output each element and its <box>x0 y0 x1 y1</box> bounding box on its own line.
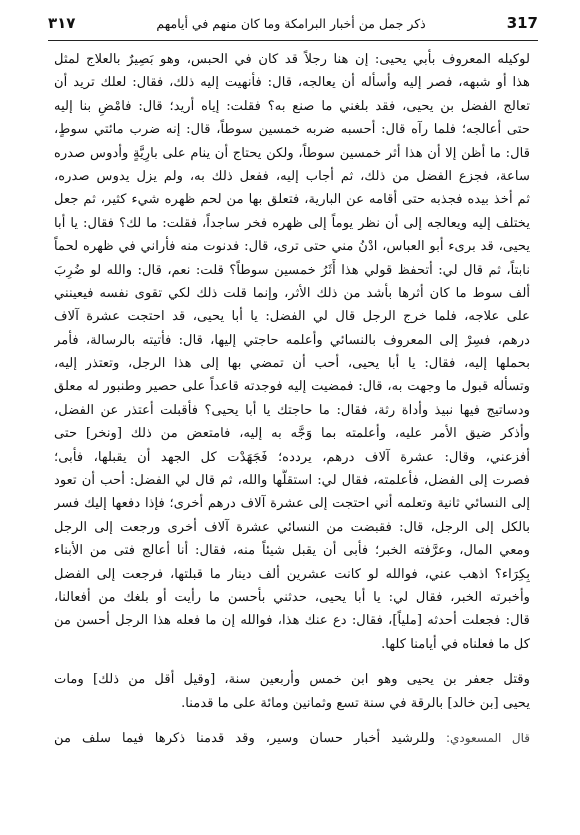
text-line: لوكيله المعروف بأبي يحيى: إن هنا رجلاً قد كان في الحبس، وهو بَصِيرٌ بالعلاج لمثل <box>54 52 530 67</box>
paragraph-gap <box>54 656 530 668</box>
text-line: وأذكر ضيق الأمر عليه، وأعلمته بما وَجَّه به إليه، فامتعض من ذلك [ونخر] حتى <box>54 426 530 442</box>
body-text <box>54 48 530 750</box>
text-line: ثم أخذ بيده فجذبه حتى أقامه عن البارية، فتعلق بها من لحم ظهره شيء كثير، ثم جعل <box>54 192 530 208</box>
text-line: بِكِرَاء؟ اذهب عني، فوالله لو كانت عشرين ألف دينار ما قبلتها، فرجعت إلى الفضل <box>54 566 530 582</box>
text-line: ألف سوط ما كان أثرها بأشد من ذلك الأثر، وإنما قلت ذلك لكي تقوى نفسه فيعينني <box>54 285 530 301</box>
text-line <box>54 727 530 750</box>
text-line: أفزعني، وقال: عشرة آلاف درهم، يردده؛ فَجَهَدْت كل الجهد أن يقبلها، فأبى؛ <box>54 449 530 465</box>
text-line: وأخبرته الخبر، فقال لي: يا أبا يحيى، حدثني بأحسن ما رأيت أو بلغك من أفعالنا، <box>54 589 530 605</box>
text-line: هذا أو شبهه، فصر إليه وأسأله أن يعالجه، قال: فأنهيت إليه ذلك، فقال: لعلك تريد أن <box>54 75 530 91</box>
page-header <box>48 12 538 34</box>
text-line: ودساتيج فيها نبيذ وأداة رثة، فقال: ما حاجتك يا أبا يحيى؟ فأقبلت أعتذر عن الفضل، <box>54 402 530 418</box>
text-line: بالكل إلى الرجل، قال: فقبضت من النسائي عشرة آلاف أخرى ورجعت إلى الرجل <box>54 519 530 535</box>
text-line: يحيى، قد برىء أبو العباس، ادْنُ مني حتى ترى، قال: فدنوت منه فأراني في ظهره لحماً <box>54 239 530 255</box>
text-line: وقتل جعفر بن يحيى وهو ابن خمس وأربعين سنة، [وقيل أقل من ذلك] ومات <box>54 672 530 688</box>
paragraph <box>54 727 530 750</box>
paragraph-gap <box>54 715 530 727</box>
text-line: قال: ما أظن إلا أن هذا أثر خمسين سوطاً، ولكن يحتاج أن ينام على بارِيَّةٍ وأدوس صدره <box>54 145 530 161</box>
header-rule <box>48 40 538 41</box>
text-line: تعالج الفضل بن يحيى، فقد بلغني ما صنع به؟ فقلت: إياه أريد؛ قال: فامْضِ بنا إليه <box>54 98 530 114</box>
text-line: حتى أعالجه؛ فلما رآه قال: أحسبه ضربه خمسين سوطاً، قال: إنه ضرب مائتي سوطٍ، <box>54 122 530 138</box>
text-line: فصرت إلى الفضل، فأعلمته، فقال لي: استقلَّها والله، ثم قال لي الفضل: أحب أن تعود <box>54 473 530 489</box>
text-line-content: وللرشيد أخبار حسان وسير، وقد قدمنا ذكرها فيما سلف من <box>54 730 446 746</box>
page-number: 317 <box>506 14 538 32</box>
text-line: يحيى [بن خالد] بالرقة في سنة تسع وثمانين ومائة على ما قدمنا. <box>181 695 530 711</box>
text-line: وتسأله قبول ما وجهت به، قال: فمضيت إليه فوجدته قاعداً على حصير وطنبور له معلق <box>54 379 530 395</box>
paragraph <box>54 668 530 715</box>
text-line: قال: فجعلت أحدثه [ملياً]، فقال: دع عنك هذا، فوالله إن ما فعله هذا الرجل أحسن من <box>54 613 530 629</box>
text-line: يختلف إليه ويعالجه إلى أن نظر يوماً إلى ظهره فخر ساجداً، فقلت: ما لك؟ فقال: يا أبا <box>54 215 530 231</box>
text-line: ساعة، فجزع الفضل من ذلك، ثم أجاب إليه، ففعل ذلك به، ولم يزل يدوس صدره، <box>54 168 530 184</box>
paragraph <box>54 48 530 656</box>
source-label: قال المسعودي: <box>445 730 530 745</box>
text-line: درهم، فسِرْ إلى المعروف بالنسائي وأعلمه حاجتي إليها، قال: فأتيته بالرسالة، فأمر <box>54 332 530 348</box>
text-line: نابتاً، ثم قال لي: أتحفظ قولي هذا أَثَرُ خمسين سوطاً؟ قلت: نعم، قال: والله لو ضُرِبَ <box>54 262 530 278</box>
text-line: بحملها إليه، فقال: يا أبا يحيى، أحب أن تمضي بها إلى هذا الرجل، وتعتذر إليه، <box>54 356 530 372</box>
text-line: ومعي المال، وعرَّفته الخبر؛ فأبى أن يقبل شيئاً منه، فقال: أنا أعالج فتى من الأبناء <box>54 543 530 559</box>
text-line: كل ما فعلناه في أيامنا كلها. <box>381 636 530 652</box>
text-line: على علاجه، فلما خرج الرجل قال لي الفضل: يا أبا يحيى، قد احتجت عشرة آلاف <box>54 309 530 325</box>
running-title: ذكر جمل من أخبار البرامكة وما كان منهم في أيامهم <box>156 15 426 31</box>
text-line: إلى النسائي ثانية وتعلمه أني احتجت إلى عشرة آلاف درهم أخرى؛ فإذا دفعها إليك فسر <box>54 496 530 512</box>
page-number-arabic: ٣١٧ <box>48 14 76 32</box>
